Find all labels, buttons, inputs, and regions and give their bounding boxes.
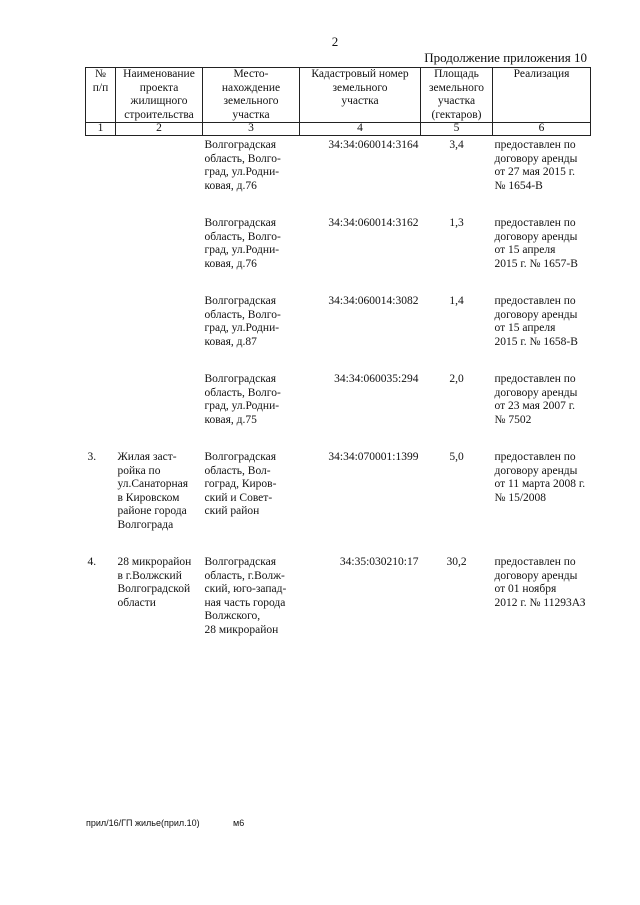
plot-area: 30,2	[446, 556, 467, 568]
page-number: 2	[331, 34, 339, 49]
implementation-status: предоставлен по договору аренды от 15 апреля 2015 г. № 1658-В	[494, 295, 578, 348]
column-numbers-row	[86, 123, 591, 136]
plot-area: 1,3	[449, 217, 464, 229]
project-name	[116, 289, 203, 367]
cadastral-number: 34:34:070001:1399	[328, 451, 419, 463]
plot-location: Волгоградская область, Волго- град, ул.Родни- ковая, д.76	[204, 139, 281, 192]
column-number: 4	[300, 123, 421, 136]
project-name: Жилая заст- ройка по ул.Санаторная в Кировском районе города Волгограда	[117, 451, 189, 531]
plot-area: 5,0	[449, 451, 464, 463]
cadastral-number: 34:35:030210:17	[339, 556, 419, 568]
continuation-caption: Продолжение приложения 10	[424, 50, 587, 65]
implementation-status: предоставлен по договору аренды от 27 мая 2015 г. № 1654-В	[494, 139, 578, 192]
implementation-status: предоставлен по договору аренды от 01 ноября 2012 г. № 11293АЗ	[494, 556, 586, 609]
column-number: 1	[86, 123, 116, 136]
plot-location: Волгоградская область, Вол- гоград, Киров- ский и Совет- ский район	[204, 451, 277, 517]
column-number: 5	[421, 123, 493, 136]
header-implementation: Реализация	[493, 68, 591, 123]
header-location: Место- нахождение земельного участка	[203, 68, 300, 123]
implementation-status: предоставлен по договору аренды от 15 апреля 2015 г. № 1657-В	[494, 217, 578, 270]
plot-area: 1,4	[449, 295, 464, 307]
row-number: 3.	[87, 451, 97, 463]
table-row	[86, 550, 591, 655]
land-plots-table	[85, 67, 591, 655]
footer-file-reference: прил/16/ГП жилье(прил.10)	[86, 818, 200, 828]
column-number: 2	[116, 123, 203, 136]
table-row	[86, 445, 591, 550]
plot-location: Волгоградская область, Волго- град, ул.Родни- ковая, д.87	[204, 295, 281, 348]
cadastral-number: 34:34:060014:3162	[328, 217, 419, 229]
table-row	[86, 289, 591, 367]
table-row	[86, 211, 591, 289]
project-name: 28 микрорайон в г.Волжский Волгоградской области	[117, 556, 192, 609]
implementation-status: предоставлен по договору аренды от 23 мая 2007 г. № 7502	[494, 373, 578, 426]
cadastral-number: 34:34:060014:3164	[328, 139, 419, 151]
cadastral-number: 34:34:060014:3082	[328, 295, 419, 307]
plot-area: 2,0	[449, 373, 464, 385]
header-cadastral-number: Кадастровый номер земельного участка	[300, 68, 421, 123]
plot-location: Волгоградская область, Волго- град, ул.Родни- ковая, д.75	[204, 373, 281, 426]
table-row	[86, 136, 591, 212]
column-number: 6	[493, 123, 591, 136]
header-number: № п/п	[86, 68, 116, 123]
row-number	[86, 367, 116, 445]
row-number: 4.	[87, 556, 97, 568]
row-number	[86, 211, 116, 289]
row-number	[86, 289, 116, 367]
table-row	[86, 367, 591, 445]
plot-area: 3,4	[449, 139, 464, 151]
footer-code: м6	[233, 818, 245, 828]
project-name	[116, 367, 203, 445]
header-project-name: Наименование проекта жилищного строительства	[116, 68, 203, 123]
implementation-status: предоставлен по договору аренды от 11 марта 2008 г. № 15/2008	[494, 451, 586, 504]
project-name	[116, 211, 203, 289]
column-number: 3	[203, 123, 300, 136]
header-area: Площадь земельного участка (гектаров)	[421, 68, 493, 123]
row-number	[86, 136, 116, 212]
project-name	[116, 136, 203, 212]
cadastral-number: 34:34:060035:294	[334, 373, 419, 385]
plot-location: Волгоградская область, г.Волж- ский, юго-запад- ная часть города Волжского, 28 микрорайон	[204, 556, 287, 636]
table-header-row	[86, 68, 591, 123]
plot-location: Волгоградская область, Волго- град, ул.Родни- ковая, д.76	[204, 217, 281, 270]
